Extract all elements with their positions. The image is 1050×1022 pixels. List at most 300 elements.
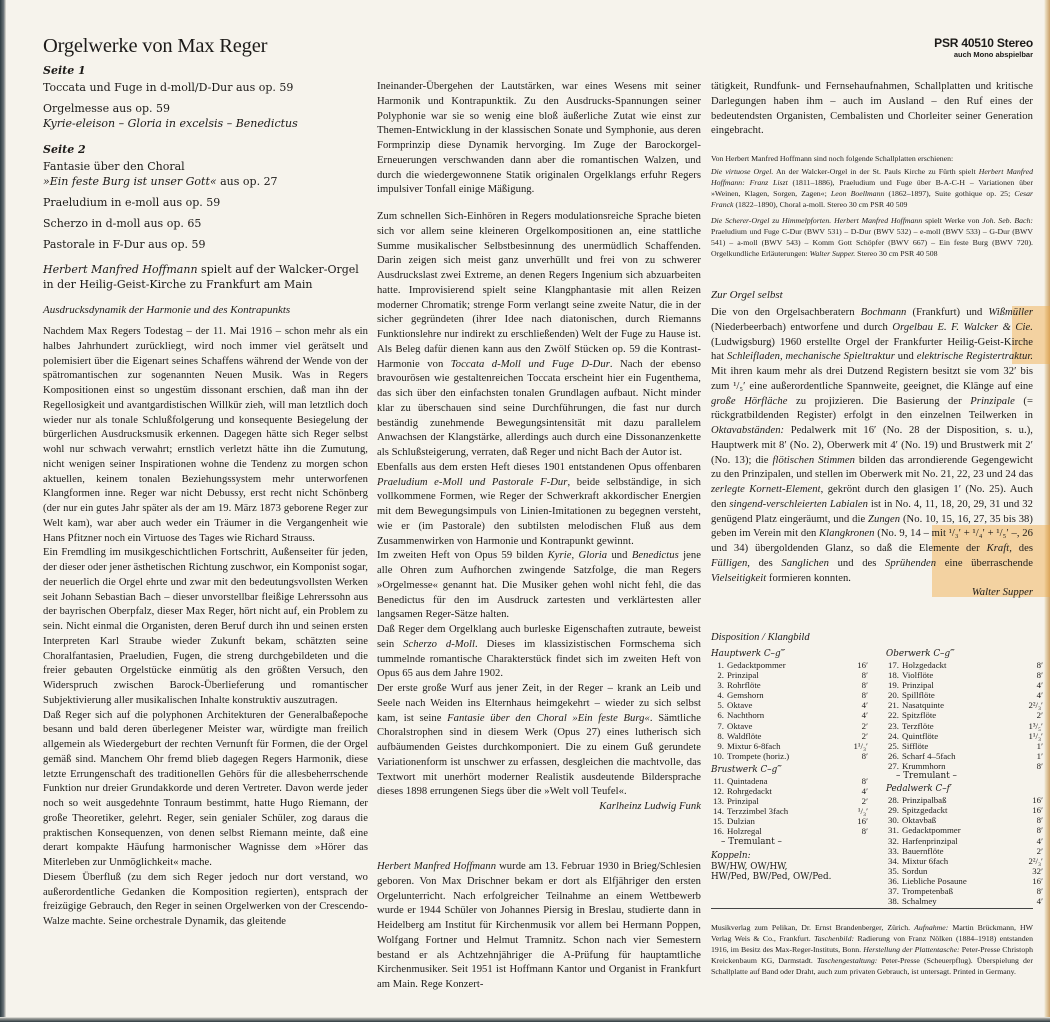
organ-text-run: Mit ihren kaum mehr als drei Dutzend Registern besitzt sie vom 32′ bis zum ¹/₅′ eine außerordentliche Spannweite, geeignet, die Klänge auf eine bbox=[711, 366, 1033, 392]
track-fantasie: Fantasie über den Choral bbox=[43, 160, 185, 173]
organ-text-run: eine überraschende bbox=[936, 557, 1033, 569]
credits bbox=[711, 922, 1033, 982]
track-orgelmesse: Orgelmesse aus op. 59 bbox=[43, 102, 171, 115]
essay-work-title: Scherzo d-Moll bbox=[403, 638, 476, 650]
stop-number: 24. bbox=[888, 730, 899, 741]
divider-rule bbox=[711, 908, 1033, 909]
stop-pitch: 4′ bbox=[1036, 690, 1043, 701]
organ-heading: Zur Orgel selbst bbox=[711, 289, 783, 301]
hauptwerk-stops bbox=[711, 660, 868, 761]
stop-name: Bauernflöte bbox=[902, 845, 944, 856]
stop-row bbox=[886, 815, 1043, 825]
essay-paragraph bbox=[377, 549, 701, 623]
organ-text-run: (Ludwigsburg) 1960 erstellte Orgel der Frankfurter Heilig-Geist-Kirche hat bbox=[711, 336, 1033, 363]
stop-row bbox=[886, 670, 1043, 680]
stop-number: 25. bbox=[888, 740, 899, 751]
organ-term: große Hörfläche bbox=[711, 395, 788, 407]
stop-row bbox=[711, 731, 868, 741]
biography-paragraph bbox=[377, 860, 701, 993]
organ-description bbox=[711, 306, 1033, 601]
stop-pitch: 8′ bbox=[1036, 825, 1043, 836]
organ-term: Oktavabständen: bbox=[711, 425, 785, 436]
record-text: Walter Supper. bbox=[809, 249, 856, 258]
record-text: Cesar Franck bbox=[711, 189, 1034, 209]
discography-record-40508 bbox=[711, 215, 1033, 259]
performer-note bbox=[43, 262, 368, 292]
essay-paragraph: Nachdem Max Regers Todestag – der 11. Mai 1916 – schon mehr als ein halbes Jahrhundert zurückliegt, wird noch immer viel gerätselt und polemisiert über die Eigenart seines Schaffens während der Wende von der spätromantischen zur sogenannten Neuen Musik. Was in Regers Kompositionen einst so ungestüm dissonant erschien, daß man ihn der Regellosigkeit und avantgardistischen Willkür zieh, will man letztlich doch wieder nur als tonale Schlußfolgerung und konsequente Besiegelung der bürgerlichen Ausdrucksmusik erkennen. Dagegen hätte sich Reger selbst wohl nur schwach verwahrt; ernstlich verletzt hätte ihn die Zumutung, nicht wenigen seiner Inspirationen wohne die Tendenz zu morgen schon aktuellen, keinem tonalen Beziehungssystem mehr unterworfenen Klangformen inne. Reger war nicht Debussy, erst recht nicht Schönberg (der nur ein gutes Jahr später als der am 19. März 1873 geborene Reger zur Welt kam), war aber auch weder ein Träumer in die Vergangenheit wie Hans Pfitzner noch ein Virtuose des Tages wie Richard Strauss. bbox=[43, 326, 368, 544]
stop-pitch: 16′ bbox=[1032, 805, 1043, 816]
discography bbox=[711, 153, 1033, 264]
credits-label: Herstellung der Plattentasche: bbox=[863, 945, 960, 954]
stop-pitch: 2′ bbox=[1036, 845, 1043, 856]
stop-pitch: 1′ bbox=[1036, 750, 1043, 761]
stop-name: Oktave bbox=[727, 720, 753, 731]
stop-number: 6. bbox=[717, 710, 724, 721]
record-text: Stereo 30 cm PSR 40 508 bbox=[855, 249, 938, 258]
stop-name: Violflöte bbox=[902, 670, 934, 681]
stop-pitch: 1¹/₃′ bbox=[1028, 730, 1043, 741]
track-fantasie-opus: aus op. 27 bbox=[216, 175, 278, 188]
essay-text: , bbox=[571, 550, 579, 562]
stop-name: Prinzipal bbox=[902, 680, 934, 691]
stop-number: 27. bbox=[888, 760, 899, 771]
stop-name: Prinzipalbaß bbox=[902, 795, 947, 806]
stop-name: Rohrgedackt bbox=[727, 786, 772, 797]
stop-pitch: 8′ bbox=[861, 670, 868, 681]
stop-number: 14. bbox=[713, 806, 724, 817]
organ-term: zerlegte Kornett-Element bbox=[711, 484, 821, 495]
organ-term: Sanglichen bbox=[781, 557, 829, 569]
stop-pitch: 4′ bbox=[1036, 835, 1043, 846]
organ-term: elektrische Registertraktur. bbox=[916, 351, 1034, 363]
essay-paragraph: Ein Fremdling im musikgeschichtlichen Fortschritt, Außenseiter für jeden, der dieser oder jener ästhetischen Richtung zuschwor, ein Komponist sogar, der neuerlich die Orgel ehrte und zwar mit den bedeutungsvollsten Werken seit Johann Sebastian Bach – dieser unvorstellbar fleißige Lehrerssohn aus der bayrischen Oberpfalz, dieser Max Reger, hört nicht auf, ein Problem zu sein. Nicht einmal die Organisten, deren Beruf durch ihn und seinen ersten Interpreten Karl Straube wieder Zukunft bekam, schätzten seine Choralfantasien, Praeludien, Fugen, die streng durchgebildeten und die freier gebauten Orgelstücke einmütig als den größten Versuch, den Widerspruch zwischen Barock-Überlieferung und romantischer Subjektivierung aller musikalischen Inhalte konstruktiv auszutragen. bbox=[43, 547, 368, 706]
credits-text: Peter-Presse (Scheuerpflug). Überspielung der Schallplatte auf Band oder Draht, auch zum privaten Gebrauch, ist untersagt. Printed in Germany. bbox=[711, 956, 1033, 976]
performer-text: spielt auf der Walcker-Orgel in der Heilig-Geist-Kirche zu Frankfurt am Main bbox=[43, 263, 359, 291]
essay-text: Im zweiten Heft von Opus 59 bilden bbox=[377, 550, 548, 562]
stop-row bbox=[711, 786, 868, 796]
stop-number: 7. bbox=[717, 720, 724, 731]
organ-text-run: und bbox=[894, 351, 917, 363]
pedalwerk-title: Pedalwerk C–f′ bbox=[886, 784, 952, 795]
couplers-title: Koppeln: bbox=[711, 850, 751, 861]
discography-record-40509 bbox=[711, 166, 1033, 210]
stop-row bbox=[711, 816, 868, 826]
stop-pitch: 1¹/₃′ bbox=[853, 740, 868, 751]
stop-pitch: 8′ bbox=[1036, 660, 1043, 670]
disposition-heading: Disposition / Klangbild bbox=[711, 632, 810, 643]
disposition-left bbox=[711, 648, 871, 882]
stop-number: 2. bbox=[717, 670, 724, 681]
stop-number: 37. bbox=[888, 885, 899, 896]
pedalwerk-stops bbox=[886, 795, 1043, 906]
track-pastorale: Pastorale in F-Dur aus op. 59 bbox=[43, 238, 206, 251]
stop-name: Rohrflöte bbox=[727, 680, 761, 691]
sleeve-edge-bottom bbox=[0, 1017, 1050, 1022]
hauptwerk-title: Hauptwerk C–g‴ bbox=[711, 649, 786, 659]
stop-pitch: 4′ bbox=[861, 700, 868, 711]
stop-name: Liebliche Posaune bbox=[902, 875, 967, 886]
organ-term: Klangkronen bbox=[819, 528, 875, 540]
stop-number: 12. bbox=[713, 786, 724, 797]
stop-row bbox=[886, 876, 1043, 886]
biography-paragraph: tätigkeit, Rundfunk- und Fernsehaufnahmen, Schallplatten und kritische Darlegungen haben ihm – auch im Ausland – den Ruf eines der bedeutendsten Organisten, Cembalisten und Chorleiter seiner Generation eingebracht. bbox=[711, 81, 1033, 137]
essay-work-title: Praeludium e-Moll und Pastorale F-Dur bbox=[377, 476, 568, 488]
stop-pitch: 2²/₃′ bbox=[1028, 700, 1043, 711]
stop-row bbox=[711, 670, 868, 680]
stop-pitch: 2′ bbox=[861, 796, 868, 807]
stop-pitch: 8′ bbox=[1036, 760, 1043, 771]
credits-label: Taschengestaltung: bbox=[816, 956, 878, 965]
stop-number: 34. bbox=[888, 855, 899, 866]
stop-pitch: 2′ bbox=[861, 720, 868, 731]
stop-row bbox=[711, 710, 868, 720]
organ-term: Orgelbau E. F. Walcker & Cie. bbox=[892, 321, 1033, 333]
essay-text: . Sämtliche Choralstrophen sind in diesem Werk (Opus 27) eines lutherisch sich aufbäumenden Geistes durchkomponiert. Die zu einem Guß gerundete Variationenform ist unschwer zu erfassen, desgleichen die machtvolle, das Textwort mit unerhört moderner Realistik ausdeutende Bildersprache dieses 1898 errungenen Siegs über die »Welt voll Teufel«. bbox=[377, 712, 702, 798]
organ-text-run: (= rückgratbildenden Register) erfolgt in den einzelnen Teilwerken in bbox=[711, 395, 1033, 422]
organ-term: Zungen bbox=[868, 513, 901, 525]
essay-work-title: Benedictus bbox=[631, 550, 679, 562]
stop-number: 16. bbox=[713, 826, 724, 837]
stop-pitch: 16′ bbox=[1032, 795, 1043, 806]
record-text: Praeludium und Fuge C-Dur (BWV 531) – D-Dur (BWV 532) – e-moll (BWV 533) – G-Dur (BWV 541) – a-moll (BWV 543) – Komm Gott Schöpfer (BWV 667) – Ein feste Burg (BWV 720). Orgelkundliche Erläuterungen: bbox=[711, 227, 1033, 258]
track-toccata: Toccata und Fuge in d-moll/D-Dur aus op. 59 bbox=[43, 81, 294, 94]
track-praeludium: Praeludium in e-moll aus op. 59 bbox=[43, 196, 221, 209]
stop-name: Holzgedackt bbox=[902, 660, 947, 670]
organ-term: Prinzipale bbox=[970, 395, 1015, 407]
stop-row bbox=[711, 690, 868, 700]
credits-text: Martin Brückmann, HW Verlag Weis & Co., Frankfurt. bbox=[711, 923, 1033, 943]
stop-name: Schalmey bbox=[902, 896, 937, 907]
essay-work-title: Toccata d-Moll und Fuge D-Dur bbox=[450, 358, 610, 370]
record-text: Herbert Manfred Hoffmann: Franz Liszt bbox=[711, 167, 1034, 187]
stop-row bbox=[711, 741, 868, 751]
stop-row bbox=[711, 660, 868, 670]
stop-number: 21. bbox=[888, 700, 899, 711]
stop-row bbox=[886, 660, 1043, 670]
stop-number: 3. bbox=[717, 680, 724, 691]
organ-text-run: (Niederbeerbach) entworfene und durch bbox=[711, 321, 893, 333]
stop-row bbox=[711, 751, 868, 761]
stop-pitch: 32′ bbox=[1032, 865, 1043, 876]
page-title: Orgelwerke von Max Reger bbox=[43, 35, 268, 57]
performer-name: Herbert Manfred Hoffmann bbox=[43, 263, 198, 276]
essay-left-text bbox=[43, 325, 368, 930]
stop-pitch: 8′ bbox=[1036, 670, 1043, 681]
biography-continued bbox=[711, 80, 1033, 139]
stop-name: Gemshorn bbox=[727, 690, 764, 701]
stop-name: Sifflöte bbox=[902, 740, 929, 751]
stop-name: Oktave bbox=[727, 700, 753, 711]
essay-paragraph bbox=[377, 210, 701, 461]
stop-number: 38. bbox=[888, 896, 899, 907]
stop-name: Trompete (horiz.) bbox=[727, 750, 790, 761]
organ-text-run: , gekrönt durch den glasigen 1′ (No. 25). Auch den bbox=[711, 484, 1033, 510]
stop-number: 32. bbox=[888, 835, 899, 846]
side2-label: Seite 2 bbox=[43, 143, 86, 156]
organ-text-run: ist in No. 4, 11, 18, 20, 29, 31 und 32 genügend Platz eingeräumt, und die bbox=[711, 498, 1033, 525]
stop-number: 1. bbox=[717, 660, 724, 670]
tracklist bbox=[43, 64, 368, 252]
side1-label: Seite 1 bbox=[43, 64, 86, 77]
stop-name: Spillflöte bbox=[902, 690, 935, 701]
stop-number: 22. bbox=[888, 710, 899, 721]
organ-term: singend-verschleierten Labialen bbox=[729, 498, 868, 510]
essay-mid-text bbox=[377, 80, 701, 815]
essay-work-title: Fantasie über den Choral »Ein feste Burg« bbox=[447, 712, 650, 724]
organ-author: Walter Supper bbox=[971, 587, 1033, 599]
essay-paragraph: Daß Reger sich auf die polyphonen Architekturen der Generalbaßepoche besann und bald deren überlegener Meister war, würdigte man freilich allgemein als Wiedergeburt der rechten Vernunft für Formen, die der Orgel gemäß sind. Manchem Ohr fremd blieb dagegen Regers Harmonik, diese letzte Errungenschaft des traditionellen Gehörs für die allesbeherrschende Funktion nur dreier Grundakkorde und deren Vertreter. Davon werde jeder noch so weit ausgedehnte Tonraum bestimmt, hatte Hugo Riemann, der große Theoretiker, gelehrt. Reger, sein genialer Schüler, zog daraus die praktischen Konsequenzen, von denen selbst Riemann meinte, daß eine derart kompakte Häufung harmonischer Wagnisse dem »Hörer das Miterleben zur Unmöglichkeit« mache. bbox=[43, 709, 368, 868]
stop-name: Mixtur 6-8fach bbox=[727, 740, 781, 751]
organ-text-run: (No. 9, 14 – mit ¹/₃′ + ¹/₄′ + ¹/₅′ –, 26 und 34) übergoldenden Glanz, so daß die Elemente der bbox=[711, 528, 1033, 554]
organ-text-run: , des bbox=[1009, 543, 1034, 554]
stop-row bbox=[886, 761, 1043, 771]
organ-term: Kraft bbox=[986, 543, 1010, 554]
essay-text: . Dieses im klassizistischen Formschema sich tummelnde romantische Charakterstück findet sich im zweiten Heft von Opus 65 aus dem Jahre 1902. bbox=[377, 638, 701, 680]
stop-row bbox=[886, 846, 1043, 856]
record-text: Leon Boellmann bbox=[830, 189, 885, 198]
brustwerk-title: Brustwerk C–g‴ bbox=[711, 764, 782, 775]
stop-pitch: 8′ bbox=[861, 775, 868, 786]
stop-pitch: 8′ bbox=[861, 750, 868, 761]
essay-text: . Nach der ebenso bravourösen wie gestaltenreichen Toccata erscheint hier ein Fugenthema, das sich über den einfachsten tonalen Grundlagen aufbaut. Nicht minder klar zu überschauen sind seine Durchführungen, die fast nur durch beständig zunehmende Bewegungsintensität mit dazu parallelem Anwachsen der Klangstärke, allerdings auch durch eine Dissonanzenkette als Schlußsteigerung, verraten, daß Reger und nicht Bach der Autor ist. bbox=[377, 358, 701, 458]
stop-pitch: 8′ bbox=[861, 826, 868, 837]
stop-row bbox=[886, 680, 1043, 690]
couplers-line1: BW/HW, OW/HW, bbox=[711, 861, 788, 872]
credits-text: Peter-Presse Christoph Kreickenbaum KG, Darmstadt. bbox=[711, 945, 1034, 965]
stop-number: 8. bbox=[717, 730, 724, 741]
credits-paragraph bbox=[711, 922, 1033, 977]
stop-row bbox=[886, 710, 1043, 720]
brustwerk-stops bbox=[711, 776, 868, 837]
stop-number: 20. bbox=[888, 690, 899, 701]
stop-row bbox=[711, 806, 868, 816]
stop-row bbox=[886, 866, 1043, 876]
organ-term: Schleifladen, mechanische Spieltraktur bbox=[726, 351, 895, 363]
organ-text-run: formieren konnten. bbox=[766, 572, 852, 584]
sleeve-edge-left bbox=[0, 0, 6, 1022]
essay-paragraph bbox=[377, 623, 701, 682]
track-scherzo: Scherzo in d-moll aus op. 65 bbox=[43, 217, 202, 230]
track-fantasie-choral: »Ein feste Burg ist unser Gott« bbox=[43, 175, 217, 188]
essay-heading: Ausdrucksdynamik der Harmonie und des Kontrapunkts bbox=[43, 304, 291, 316]
stop-pitch: 4′ bbox=[861, 786, 868, 797]
stop-row bbox=[711, 680, 868, 690]
credits-text: Radierung von Franz Nölken (1884–1918) entstanden 1916, im Besitz des Max-Reger-Instituts, Bonn. bbox=[711, 934, 1033, 954]
biography-text bbox=[377, 860, 701, 993]
stop-number: 33. bbox=[888, 845, 899, 856]
stop-pitch: 1³/₅′ bbox=[1028, 720, 1043, 731]
stop-number: 23. bbox=[888, 720, 899, 731]
stop-name: Holzregal bbox=[727, 826, 762, 837]
organ-text-run: und des bbox=[829, 557, 886, 569]
stop-row bbox=[886, 805, 1043, 815]
stop-number: 17. bbox=[888, 660, 899, 670]
stop-row bbox=[711, 796, 868, 806]
record-text: (1822–1890), Choral a-moll. Stereo 30 cm PSR 40 509 bbox=[733, 200, 908, 209]
organ-text-run: Die von den Orgelsachberatern bbox=[711, 307, 861, 318]
essay-text: Ebenfalls aus dem ersten Heft dieses 1901 entstandenen Opus offenbaren bbox=[377, 461, 701, 473]
essay-work-title: Gloria bbox=[578, 550, 608, 562]
catalog-number: PSR 40510 Stereo bbox=[934, 36, 1033, 50]
disposition-right bbox=[886, 648, 1046, 906]
stop-pitch: 2′ bbox=[861, 730, 868, 741]
stop-name: Nasatquinte bbox=[902, 700, 945, 711]
stop-pitch: 1′ bbox=[1036, 740, 1043, 751]
record-text: Joh. Seb. Bach: bbox=[982, 216, 1033, 225]
biography-name: Herbert Manfred Hoffmann bbox=[377, 861, 497, 872]
stop-row bbox=[886, 896, 1043, 906]
record-text: (1811–1886), Praeludium und Fuge über B-A-C-H – Variationen über »Weinen, Klagen, Sorgen, Zagen«; bbox=[711, 178, 1033, 198]
stop-name: Terzflöte bbox=[902, 720, 934, 731]
stop-name: Scharf 4–5fach bbox=[902, 750, 956, 761]
stop-name: Nachthorn bbox=[727, 710, 765, 721]
stop-pitch: 16′ bbox=[857, 660, 868, 670]
stop-number: 11. bbox=[713, 775, 724, 786]
stop-pitch: 4′ bbox=[1036, 896, 1043, 907]
credits-label: Aufnahme: bbox=[914, 923, 949, 932]
stop-name: Spitzflöte bbox=[902, 710, 937, 721]
essay-paragraph: Diesem Überfluß (zu dem sich Reger jedoch nur dort verstand, wo außerordentliche Gedanken die Komposition regierten), entsprach der freizügige Gebrauch, den Reger in seinen Orgelwerken von der Crescendo-Walze machte. Seine orchestrale Dynamik, das gleitende bbox=[43, 871, 368, 927]
stop-number: 28. bbox=[888, 795, 899, 806]
organ-text-run: (No. 10, 15, 16, 27, 35 bis 38) geben im Verein mit den bbox=[711, 513, 1033, 540]
organ-term: Bochmann bbox=[860, 307, 907, 318]
oberwerk-tremulant: – Tremulant – bbox=[896, 771, 957, 782]
record-text: (1862–1897), Suite gothique op. 25; bbox=[884, 189, 1015, 198]
stop-name: Terzzimbel 3fach bbox=[727, 806, 789, 817]
essay-text: Zum schnellen Sich-Einhören in Regers modulationsreiche Sprache bieten sich vor allem seine kleineren Orgelkompositionen an, eine stattliche Summe musikalischer Selbstbesinnung des unermüdlich Schaffenden. Darin zeigen sich meist ganz unverhüllt und frei von zu schwerer Ausdruckslast zwei Extreme, an denen Regers Ingenium sich abzuarbeiten hatte. Improvisierend spielt seine Klangphantasie mit allen Reizen moderner Chromatik; strenge Form verlangt seine zweite Natur, die in der sicher gegründeten (ihrer Idee nach diatonischen, durch Riemanns Funktionslehre nur indirekt zu erschließenden) Welt der Fuge zu Hause ist. Als Beleg dafür dienen kann aus den Zwölf Stücken op. 59 die Kontrast-Harmonie von bbox=[377, 211, 701, 370]
stop-row bbox=[886, 825, 1043, 835]
stop-number: 5. bbox=[717, 700, 724, 711]
stop-name: Prinzipal bbox=[727, 670, 759, 681]
essay-paragraph: Ineinander-Übergehen der Lautstärken, war eines Wesens mit seiner Harmonik und Kontrapunktik. Zu den Ausdrucks-Spannungen seiner Polyphonie war sie so wenig eine bloß äußerliche Zutat wie einst zur Themen-Entwicklung in der klassischen Sonate und Symphonie, aus deren Formprinzip diese Dynamik hervorging. Im Zuge der Barockorgel-Erneuerungen verschwanden dann aber die romantischen Walzen, und durch die wiedergewonnene Statik originalen Orgelklangs erfuhr Regers impulsiver Tonfall einige Mäßigung. bbox=[377, 81, 701, 196]
stop-name: Oktavbaß bbox=[902, 815, 937, 826]
stop-pitch: 16′ bbox=[857, 816, 868, 827]
organ-term: Wißmüller bbox=[988, 307, 1033, 318]
catalog-mono-note: auch Mono abspielbar bbox=[953, 50, 1033, 59]
stop-number: 26. bbox=[888, 750, 899, 761]
stop-name: Quintadena bbox=[727, 775, 768, 786]
essay-paragraph bbox=[377, 461, 701, 550]
essay-text: Der erste große Wurf aus jener Zeit, in der Reger – krank an Leib und Seele nach Weiden ins Elternhaus heimgekehrt – wieder zu sich selbst kam, ist seine bbox=[377, 683, 701, 724]
record-text: spielt Werke von bbox=[922, 216, 983, 225]
organ-term: Vielseitigkeit bbox=[711, 572, 767, 584]
stop-row bbox=[711, 721, 868, 731]
stop-pitch: ¹/₃′ bbox=[857, 806, 868, 817]
stop-name: Quintflöte bbox=[902, 730, 939, 741]
essay-text: und bbox=[607, 550, 632, 562]
record-title: Die virtuose Orgel. bbox=[711, 167, 774, 176]
stop-pitch: 8′ bbox=[861, 690, 868, 701]
organ-term: Fülligen bbox=[711, 557, 748, 569]
stop-pitch: 2²/₃′ bbox=[1028, 855, 1043, 866]
couplers-line2: HW/Ped, BW/Ped, OW/Ped. bbox=[711, 871, 832, 882]
credits-text: Musikverlag zum Pelikan, Dr. Ernst Brandenberger, Zürich. bbox=[711, 923, 915, 932]
credits-label: Taschenbild: bbox=[814, 934, 855, 943]
stop-name: Gedacktpommer bbox=[727, 660, 786, 670]
stop-number: 36. bbox=[888, 875, 899, 886]
stop-pitch: 16′ bbox=[1032, 875, 1043, 886]
organ-text-run: zu projizieren. Die Basierung der bbox=[787, 395, 971, 407]
stop-number: 31. bbox=[888, 825, 899, 836]
stop-name: Krummhorn bbox=[902, 760, 946, 771]
stop-name: Trompetenbaß bbox=[902, 885, 953, 896]
stop-row bbox=[886, 751, 1043, 761]
stop-number: 29. bbox=[888, 805, 899, 816]
organ-text-run: Pedalwerk mit 16′ (No. 28 der Disposition, s. u.), Hauptwerk mit 8′ (No. 2), Oberwerk mit 4′ (No. 19) und Brustwerk mit 2′ (No. 13); die bbox=[711, 425, 1033, 466]
stop-pitch: 8′ bbox=[861, 680, 868, 691]
stop-number: 19. bbox=[888, 680, 899, 691]
stop-pitch: 4′ bbox=[861, 710, 868, 721]
stop-row bbox=[886, 741, 1043, 751]
organ-text-run: bilden das arrondierende Gegengewicht zu den Prinzipalen, und stellen im Oberwerk mit No. 21, 22, 23 und 24 das bbox=[711, 454, 1033, 481]
stop-row bbox=[711, 776, 868, 786]
oberwerk-title: Oberwerk C–g‴ bbox=[886, 649, 955, 659]
stop-row bbox=[711, 700, 868, 710]
stop-name: Spitzgedackt bbox=[902, 805, 948, 816]
stop-number: 13. bbox=[713, 796, 724, 807]
essay-paragraph bbox=[377, 682, 701, 800]
stop-number: 15. bbox=[713, 816, 724, 827]
stop-number: 35. bbox=[888, 865, 899, 876]
stop-number: 4. bbox=[717, 690, 724, 701]
essay-work-title: Kyrie bbox=[547, 550, 572, 562]
stop-name: Harfenprinzipal bbox=[902, 835, 958, 846]
stop-number: 30. bbox=[888, 815, 899, 826]
oberwerk-stops bbox=[886, 660, 1043, 771]
organ-paragraph bbox=[711, 306, 1033, 586]
organ-term: Sprühenden bbox=[885, 557, 937, 569]
discography-intro: Von Herbert Manfred Hoffmann sind noch folgende Schallplatten erschienen: bbox=[711, 154, 954, 163]
track-orgelmesse-movements: Kyrie-eleison – Gloria in excelsis – Benedictus bbox=[43, 117, 298, 130]
stop-row bbox=[886, 836, 1043, 846]
stop-number: 10. bbox=[713, 750, 724, 761]
stop-pitch: 8′ bbox=[1036, 885, 1043, 896]
organ-text-run: , des bbox=[747, 557, 782, 569]
essay-text: , beide selbständige, in sich vollkommene Formen, wie Reger der Schwerkraft akkordischer Energien mit dem Bewegungsimpuls von Linien-Imitationen zu begegnen versteht, wie er (im Pastorale) den subtilsten melodischen Fluß aus dem Zusammenwirken von Harmonie und Kontrapunkt gewinnt. bbox=[377, 476, 701, 547]
stop-row bbox=[886, 721, 1043, 731]
record-text: An der Walcker-Orgel in der St. Pauls Kirche zu Fürth spielt bbox=[773, 167, 979, 176]
stop-pitch: 4′ bbox=[1036, 680, 1043, 691]
track-fantasie-subtitle bbox=[43, 174, 368, 189]
essay-author: Karlheinz Ludwig Funk bbox=[599, 801, 701, 812]
stop-row bbox=[886, 886, 1043, 896]
essay-text: Daß Reger dem Orgelklang auch burleske Eigenschaften zutraute, beweist sein bbox=[377, 624, 701, 650]
stop-row bbox=[886, 795, 1043, 805]
stop-name: Waldflöte bbox=[727, 730, 762, 741]
stop-row bbox=[886, 700, 1043, 710]
stop-row bbox=[886, 731, 1043, 741]
stop-number: 9. bbox=[717, 740, 724, 751]
catalog-block bbox=[711, 36, 1033, 59]
stop-name: Dulzian bbox=[727, 816, 755, 827]
organ-term: flötischen Stimmen bbox=[772, 454, 855, 466]
stop-row bbox=[711, 826, 868, 836]
stop-pitch: 8′ bbox=[1036, 815, 1043, 826]
stop-row bbox=[886, 856, 1043, 866]
stop-row bbox=[886, 690, 1043, 700]
stop-name: Gedacktpommer bbox=[902, 825, 961, 836]
stop-name: Mixtur 6fach bbox=[902, 855, 949, 866]
biography-text-part: wurde am 13. Februar 1930 in Brieg/Schlesien geboren. Von Max Drischner bekam er dort als Elfjähriger den ersten Orgelunterricht. Nach erfolgreicher Teilnahme an einem Wettbewerb wurde er 1944 Schüler von Johannes Piersig in Breslau, studierte dann in Heidelberg am Institut für Kirchenmusik vor allem bei Hermann Poppen, Wolfgang Fortner und Helmut Tramnitz. Schon nach vier Semestern bestand er als Achtzehnjähriger die A-Prüfung für hauptamtliche Kirchenmusiker. Seit 1951 ist Hoffmann Kantor und Organist in Frankfurt am Main. Rege Konzert- bbox=[377, 861, 701, 990]
stop-name: Prinzipal bbox=[727, 796, 759, 807]
stop-number: 18. bbox=[888, 670, 899, 681]
essay-text: jene alle Ohren zum Aufhorchen zwingende Satzfolge, die man Regers »Orgelmesse« genannt hat. Die Musiker gehen wohl nicht fehl, die das Benedictus für den im Ausdruck zartesten und verklärtesten aller langsamen Reger-Sätze halten. bbox=[377, 550, 702, 621]
record-title: Die Scherer-Orgel zu Himmelpforten. Herbert Manfred Hoffmann bbox=[711, 216, 923, 225]
stop-name: Sordun bbox=[902, 865, 928, 876]
stop-pitch: 2′ bbox=[1036, 710, 1043, 721]
brustwerk-tremulant: – Tremulant – bbox=[721, 836, 782, 847]
organ-text-run: (Frankfurt) und bbox=[906, 307, 989, 318]
